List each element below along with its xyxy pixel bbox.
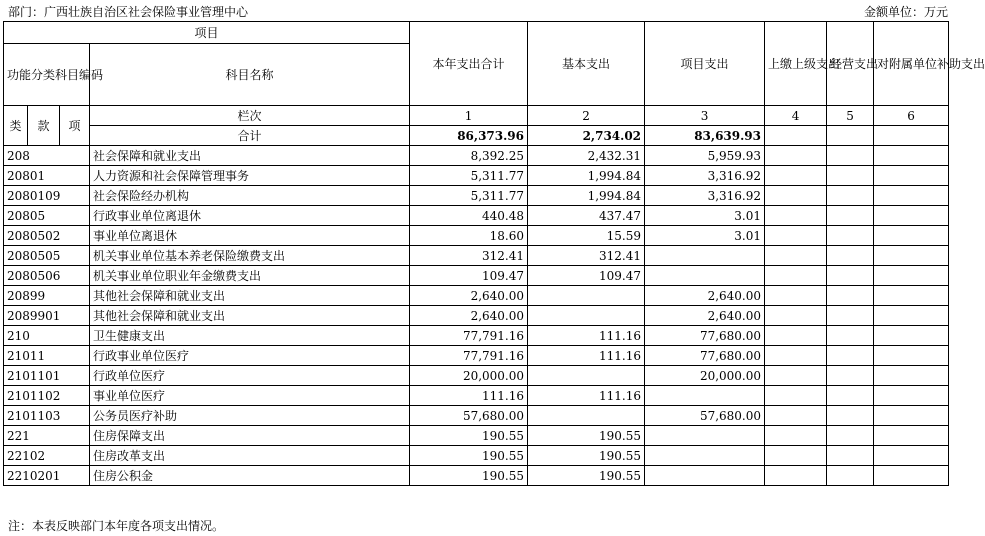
sum-remit xyxy=(765,126,827,146)
row-basic: 312.41 xyxy=(528,246,645,266)
row-code: 2089901 xyxy=(4,306,90,326)
row-remit xyxy=(765,366,827,386)
sum-operating xyxy=(827,126,874,146)
row-operating xyxy=(827,386,874,406)
row-subsidy xyxy=(874,406,949,426)
row-code: 2080502 xyxy=(4,226,90,246)
header-subsidy: 对附属单位补助支出 xyxy=(874,22,949,106)
table-row xyxy=(4,386,949,406)
header-lei: 类 xyxy=(4,106,28,146)
table-row xyxy=(4,446,949,466)
sum-project: 83,639.93 xyxy=(645,126,765,146)
row-operating xyxy=(827,146,874,166)
row-total: 5,311.77 xyxy=(410,186,528,206)
table-row xyxy=(4,246,949,266)
row-total: 190.55 xyxy=(410,446,528,466)
row-remit xyxy=(765,166,827,186)
row-code: 2210201 xyxy=(4,466,90,486)
row-basic: 111.16 xyxy=(528,386,645,406)
row-project xyxy=(645,266,765,286)
header-project: 项目 xyxy=(4,22,410,44)
row-basic xyxy=(528,406,645,426)
row-total: 77,791.16 xyxy=(410,346,528,366)
row-total: 111.16 xyxy=(410,386,528,406)
row-subsidy xyxy=(874,146,949,166)
row-total: 109.47 xyxy=(410,266,528,286)
table-row xyxy=(4,286,949,306)
table-row xyxy=(4,226,949,246)
row-operating xyxy=(827,466,874,486)
row-code: 22102 xyxy=(4,446,90,466)
row-project: 3.01 xyxy=(645,226,765,246)
row-basic: 111.16 xyxy=(528,326,645,346)
row-name: 事业单位医疗 xyxy=(90,386,410,406)
row-name: 行政事业单位离退休 xyxy=(90,206,410,226)
row-operating xyxy=(827,186,874,206)
sum-total: 86,373.96 xyxy=(410,126,528,146)
row-remit xyxy=(765,186,827,206)
row-name: 住房改革支出 xyxy=(90,446,410,466)
row-project: 3,316.92 xyxy=(645,186,765,206)
row-project xyxy=(645,246,765,266)
row-total: 190.55 xyxy=(410,466,528,486)
table-row xyxy=(4,426,949,446)
sum-basic: 2,734.02 xyxy=(528,126,645,146)
row-subsidy xyxy=(874,466,949,486)
table-row xyxy=(4,466,949,486)
table-row xyxy=(4,166,949,186)
sum-subsidy xyxy=(874,126,949,146)
row-subsidy xyxy=(874,286,949,306)
row-project xyxy=(645,446,765,466)
row-basic xyxy=(528,366,645,386)
col-num: 2 xyxy=(528,106,645,126)
table-row xyxy=(4,346,949,366)
table-row xyxy=(4,326,949,346)
row-name: 行政单位医疗 xyxy=(90,366,410,386)
row-name: 机关事业单位职业年金缴费支出 xyxy=(90,266,410,286)
row-remit xyxy=(765,466,827,486)
row-project xyxy=(645,386,765,406)
table-row xyxy=(4,306,949,326)
row-code: 2080506 xyxy=(4,266,90,286)
row-total: 5,311.77 xyxy=(410,166,528,186)
row-subsidy xyxy=(874,166,949,186)
header-remit: 上缴上级支出 xyxy=(765,22,827,106)
sum-row xyxy=(4,126,949,146)
row-operating xyxy=(827,446,874,466)
row-total: 20,000.00 xyxy=(410,366,528,386)
header-col-row: 栏次 xyxy=(90,106,410,126)
table-row xyxy=(4,186,949,206)
row-total: 2,640.00 xyxy=(410,286,528,306)
row-code: 2080109 xyxy=(4,186,90,206)
col-num: 6 xyxy=(874,106,949,126)
row-basic xyxy=(528,286,645,306)
table-row xyxy=(4,406,949,426)
row-remit xyxy=(765,346,827,366)
row-remit xyxy=(765,406,827,426)
row-name: 社会保险经办机构 xyxy=(90,186,410,206)
row-subsidy xyxy=(874,306,949,326)
row-remit xyxy=(765,286,827,306)
col-num: 1 xyxy=(410,106,528,126)
row-project: 3,316.92 xyxy=(645,166,765,186)
row-code: 2101102 xyxy=(4,386,90,406)
row-remit xyxy=(765,246,827,266)
row-basic: 15.59 xyxy=(528,226,645,246)
row-subsidy xyxy=(874,266,949,286)
row-code: 2080505 xyxy=(4,246,90,266)
row-subsidy xyxy=(874,246,949,266)
row-basic xyxy=(528,306,645,326)
row-basic: 1,994.84 xyxy=(528,166,645,186)
row-operating xyxy=(827,246,874,266)
row-name: 机关事业单位基本养老保险缴费支出 xyxy=(90,246,410,266)
row-operating xyxy=(827,426,874,446)
row-name: 行政事业单位医疗 xyxy=(90,346,410,366)
table-row xyxy=(4,366,949,386)
row-name: 社会保障和就业支出 xyxy=(90,146,410,166)
row-total: 57,680.00 xyxy=(410,406,528,426)
header-subject-name: 科目名称 xyxy=(90,44,410,106)
sum-label: 合计 xyxy=(90,126,410,146)
row-basic: 111.16 xyxy=(528,346,645,366)
row-total: 190.55 xyxy=(410,426,528,446)
col-num: 5 xyxy=(827,106,874,126)
row-operating xyxy=(827,266,874,286)
table-row xyxy=(4,266,949,286)
row-project: 77,680.00 xyxy=(645,346,765,366)
col-num: 4 xyxy=(765,106,827,126)
header-func-code: 功能分类科目编码 xyxy=(4,44,90,106)
row-remit xyxy=(765,266,827,286)
row-remit xyxy=(765,206,827,226)
row-basic: 190.55 xyxy=(528,426,645,446)
unit-label: 金额单位：万元 xyxy=(863,5,948,19)
row-total: 18.60 xyxy=(410,226,528,246)
row-subsidy xyxy=(874,186,949,206)
col-num: 3 xyxy=(645,106,765,126)
row-name: 卫生健康支出 xyxy=(90,326,410,346)
row-subsidy xyxy=(874,446,949,466)
row-total: 2,640.00 xyxy=(410,306,528,326)
row-basic: 437.47 xyxy=(528,206,645,226)
row-remit xyxy=(765,426,827,446)
row-code: 2101103 xyxy=(4,406,90,426)
row-subsidy xyxy=(874,346,949,366)
row-basic: 190.55 xyxy=(528,446,645,466)
row-code: 221 xyxy=(4,426,90,446)
row-operating xyxy=(827,366,874,386)
row-project: 20,000.00 xyxy=(645,366,765,386)
header-xiang: 项 xyxy=(60,106,90,146)
row-code: 208 xyxy=(4,146,90,166)
row-operating xyxy=(827,326,874,346)
row-basic: 2,432.31 xyxy=(528,146,645,166)
row-operating xyxy=(827,406,874,426)
row-project xyxy=(645,466,765,486)
row-total: 440.48 xyxy=(410,206,528,226)
row-project: 3.01 xyxy=(645,206,765,226)
row-project: 57,680.00 xyxy=(645,406,765,426)
row-name: 其他社会保障和就业支出 xyxy=(90,286,410,306)
row-operating xyxy=(827,226,874,246)
row-code: 20899 xyxy=(4,286,90,306)
row-operating xyxy=(827,286,874,306)
table-row xyxy=(4,146,949,166)
row-remit xyxy=(765,386,827,406)
header-basic: 基本支出 xyxy=(528,22,645,106)
row-name: 公务员医疗补助 xyxy=(90,406,410,426)
row-subsidy xyxy=(874,326,949,346)
row-total: 77,791.16 xyxy=(410,326,528,346)
row-remit xyxy=(765,226,827,246)
row-project: 5,959.93 xyxy=(645,146,765,166)
row-code: 20801 xyxy=(4,166,90,186)
row-operating xyxy=(827,206,874,226)
row-operating xyxy=(827,166,874,186)
row-subsidy xyxy=(874,366,949,386)
header-total: 本年支出合计 xyxy=(410,22,528,106)
row-project: 77,680.00 xyxy=(645,326,765,346)
row-project: 2,640.00 xyxy=(645,286,765,306)
row-code: 21011 xyxy=(4,346,90,366)
header-operating: 经营支出 xyxy=(827,22,874,106)
expenditure-table xyxy=(3,21,985,486)
department-label: 部门：广西壮族自治区社会保险事业管理中心 xyxy=(8,5,249,19)
row-name: 住房保障支出 xyxy=(90,426,410,446)
row-subsidy xyxy=(874,206,949,226)
row-operating xyxy=(827,306,874,326)
row-basic: 1,994.84 xyxy=(528,186,645,206)
row-name: 其他社会保障和就业支出 xyxy=(90,306,410,326)
row-name: 住房公积金 xyxy=(90,466,410,486)
row-project: 2,640.00 xyxy=(645,306,765,326)
row-code: 2101101 xyxy=(4,366,90,386)
footnote: 注：本表反映部门本年度各项支出情况。 xyxy=(8,519,225,533)
header-project-expense: 项目支出 xyxy=(645,22,765,106)
row-remit xyxy=(765,326,827,346)
row-subsidy xyxy=(874,226,949,246)
row-remit xyxy=(765,446,827,466)
row-code: 210 xyxy=(4,326,90,346)
row-subsidy xyxy=(874,386,949,406)
row-name: 事业单位离退休 xyxy=(90,226,410,246)
row-name: 人力资源和社会保障管理事务 xyxy=(90,166,410,186)
row-basic: 109.47 xyxy=(528,266,645,286)
row-operating xyxy=(827,346,874,366)
header-kuan: 款 xyxy=(28,106,60,146)
row-basic: 190.55 xyxy=(528,466,645,486)
row-remit xyxy=(765,146,827,166)
row-total: 8,392.25 xyxy=(410,146,528,166)
row-remit xyxy=(765,306,827,326)
row-total: 312.41 xyxy=(410,246,528,266)
row-code: 20805 xyxy=(4,206,90,226)
row-project xyxy=(645,426,765,446)
row-subsidy xyxy=(874,426,949,446)
table-row xyxy=(4,206,949,226)
